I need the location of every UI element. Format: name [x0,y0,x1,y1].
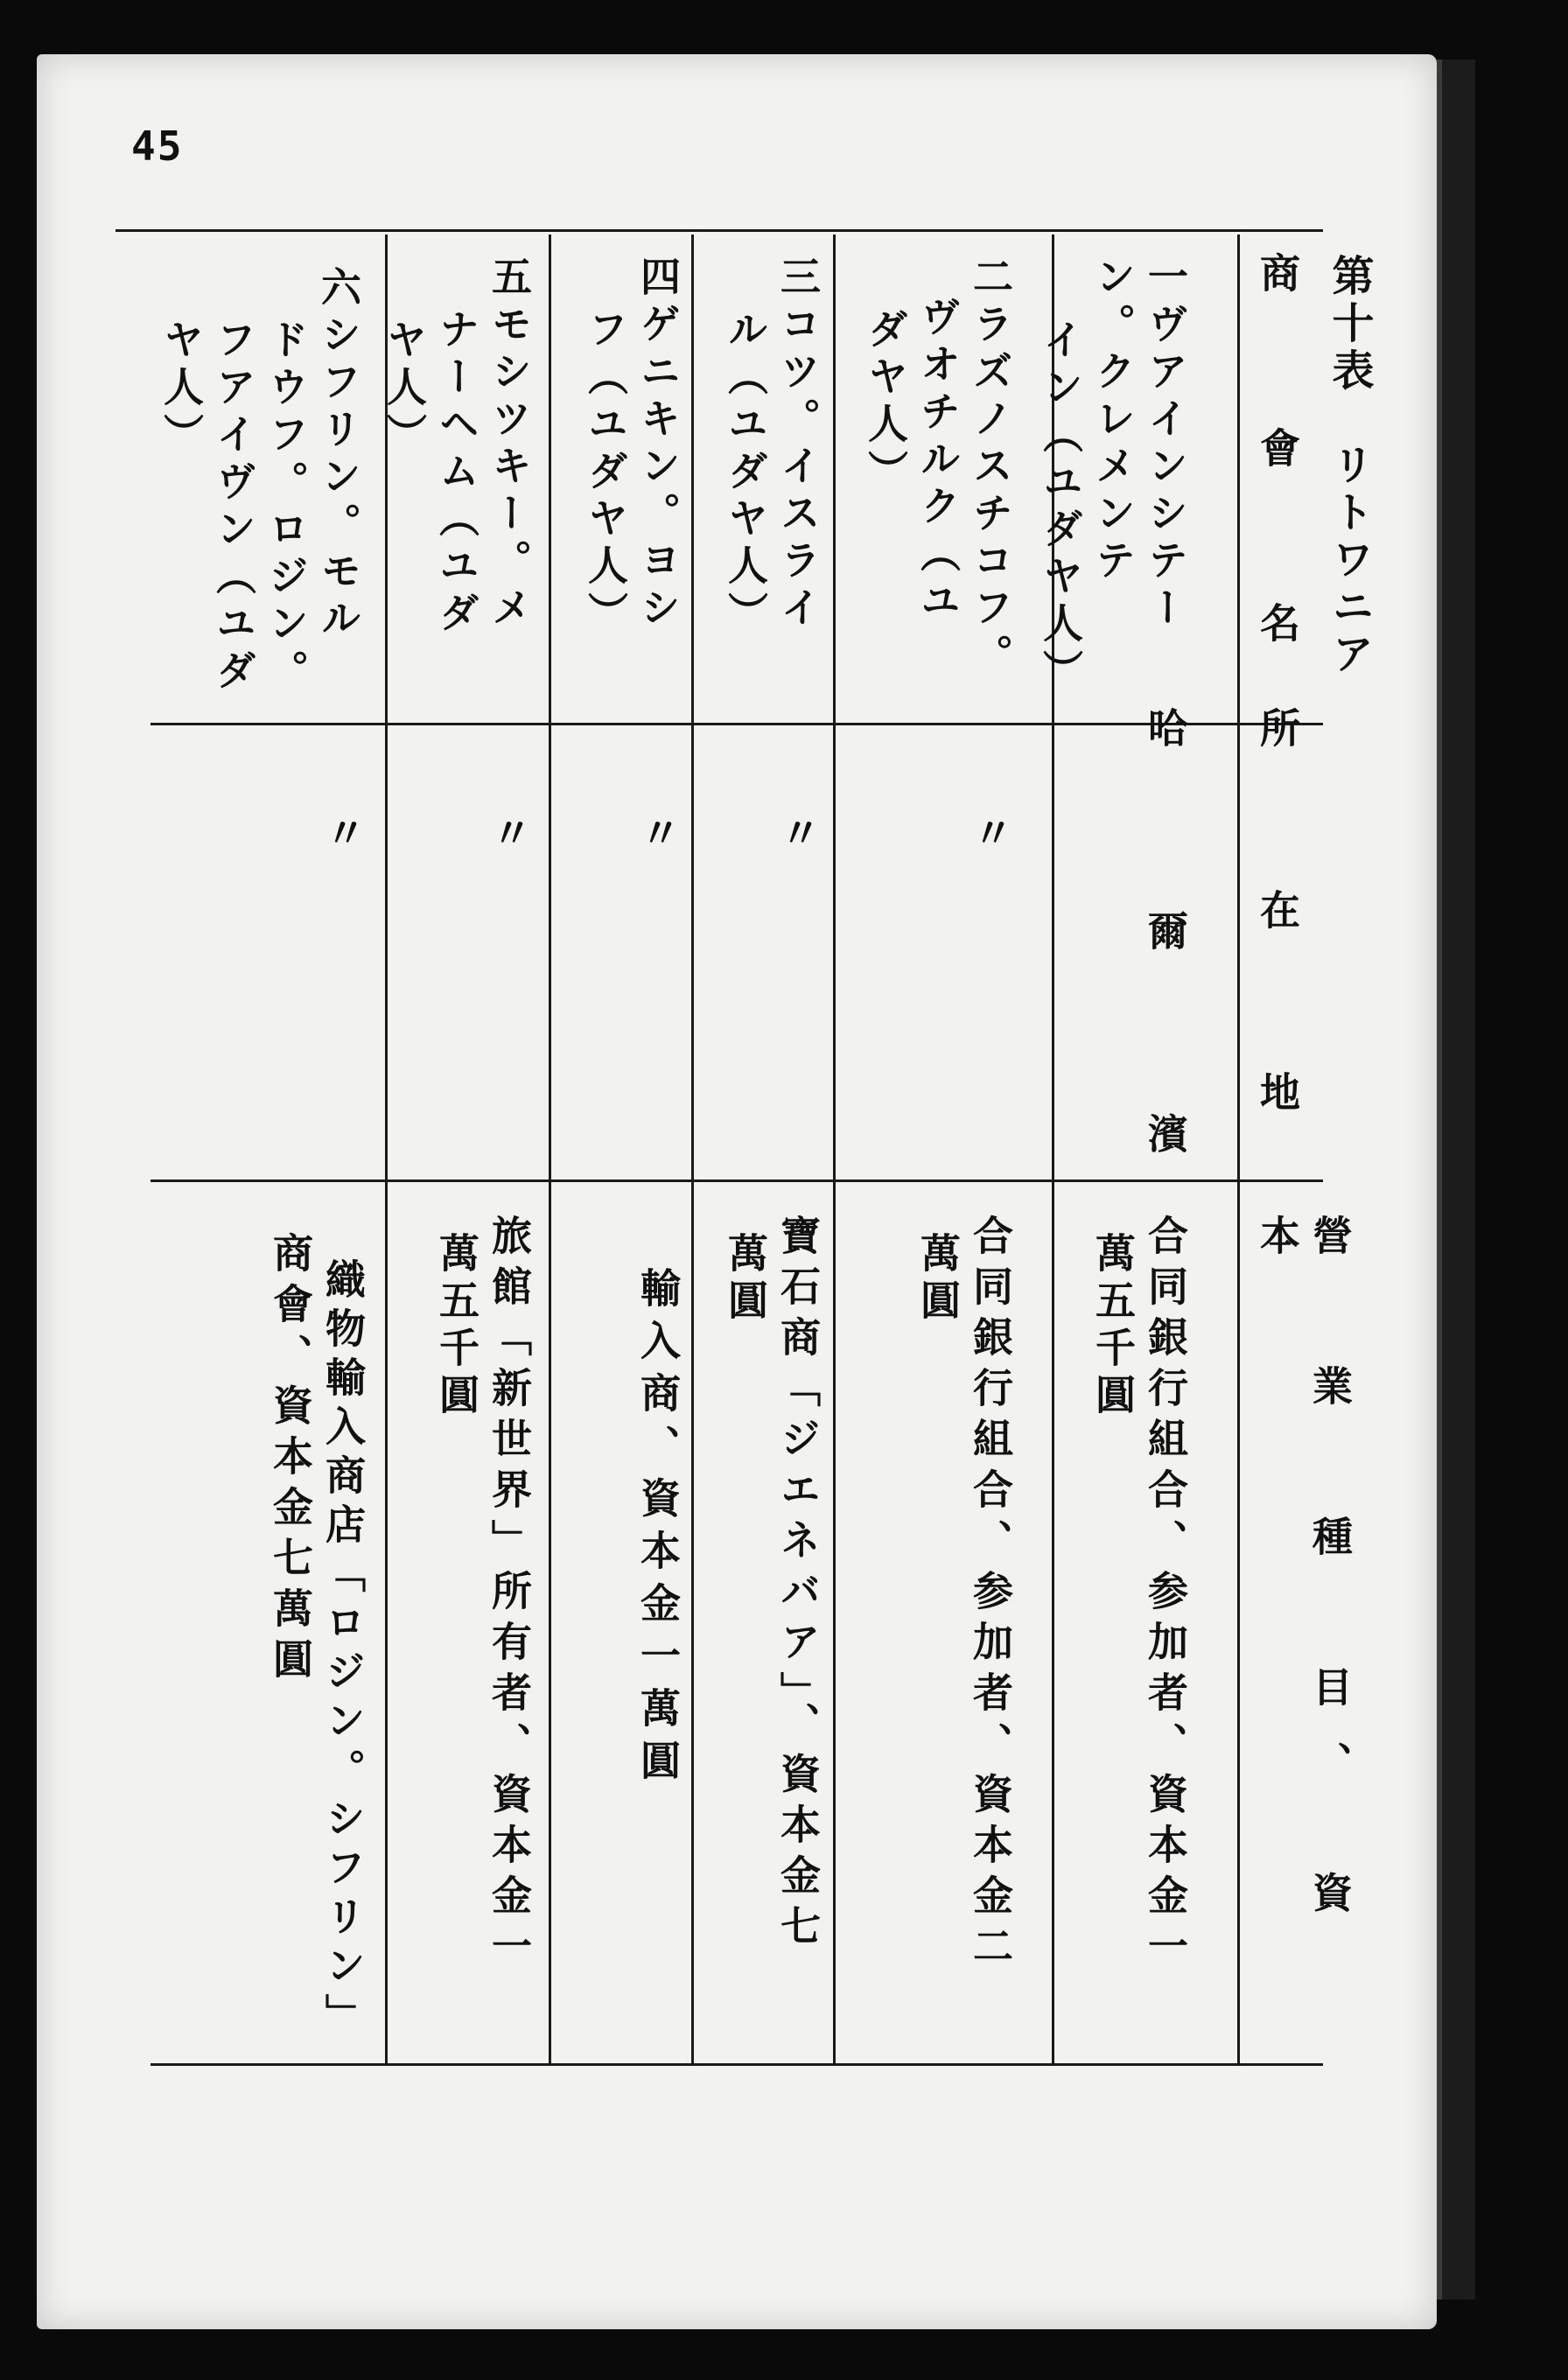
row2-name-line2: ヴオチルク（ユ [914,296,962,626]
row5-name-line3: ヤ人） [381,318,428,460]
row4-name-line2: フ（ユダヤ人） [582,308,629,639]
row-divider-3 [691,234,694,2063]
table-title: 第十表 リトワニア [1325,254,1374,679]
row3-business-line2: 萬圓 [722,1232,769,1326]
row1-name-line2: ン。クレメンテ [1089,256,1137,586]
row3-name-line1: 三コツ。イスライ [774,256,822,634]
book-spine-edge [1437,60,1475,2300]
row6-location-ditto: 〃 [319,812,367,859]
row-divider-4 [549,234,551,2063]
row6-name-line4: ヤ人） [158,318,205,460]
row1-location: 哈 爾 濱 [1142,707,1189,1214]
row2-location-ditto: 〃 [967,812,1014,859]
row5-location-ditto: 〃 [486,812,533,859]
row5-business-line1: 旅館「新世界」所有者、資本金一 [486,1214,533,1976]
row2-business-line2: 萬圓 [914,1232,962,1326]
row5-name-line1: 五モシツキー。メ [486,256,533,634]
header-business-capital: 營 業 種 目、 資 本 [1254,1214,1354,2022]
page-number: 45 [131,122,184,170]
row3-location-ditto: 〃 [774,812,822,859]
row2-name-line1: 二ラズノスチコフ。 [967,256,1014,681]
row6-business-line1: 織物輸入商店「ロジン。シフリン」 [319,1258,367,2042]
row3-name-line2: ル（ユダヤ人） [722,308,769,639]
row2-business-line1: 合同銀行組合、参加者、資本金二 [967,1214,1014,1976]
row6-name-line3: フアイヴン（ユダ [210,318,257,696]
row6-name-line1: 六シフリン。モル [315,266,362,644]
header-company-name: 商 會 名 [1254,252,1301,690]
top-rule [116,229,1323,232]
header-column-divider [1237,234,1240,2063]
row1-business-line2: 萬五千圓 [1089,1232,1137,1421]
row1-name-line1: 一ヴアインシテー [1142,256,1189,634]
row5-name-line2: ナーヘム（ユダ [433,308,480,639]
row6-name-line2: ドウフ。ロジン。 [262,318,310,696]
row1-business-line1: 合同銀行組合、参加者、資本金一 [1142,1214,1189,1976]
row6-business-line2: 商會、資本金七萬圓 [267,1232,314,1689]
row3-business-line1: 寶石商「ジエネバア」、資本金七 [774,1214,822,1956]
header-location: 所 在 地 [1254,707,1301,1162]
row5-business-line2: 萬五千圓 [433,1232,480,1421]
row1-name-line3: イン（ユダヤ人） [1037,318,1084,696]
row4-location-ditto: 〃 [634,812,682,859]
row4-business-line1: 輸入商、資本金一萬圓 [634,1267,682,1792]
row2-name-line3: ダヤ人） [862,308,909,497]
row-divider-2 [833,234,836,2063]
row4-name-line1: 四ゲニキン。ヨシ [634,256,682,634]
